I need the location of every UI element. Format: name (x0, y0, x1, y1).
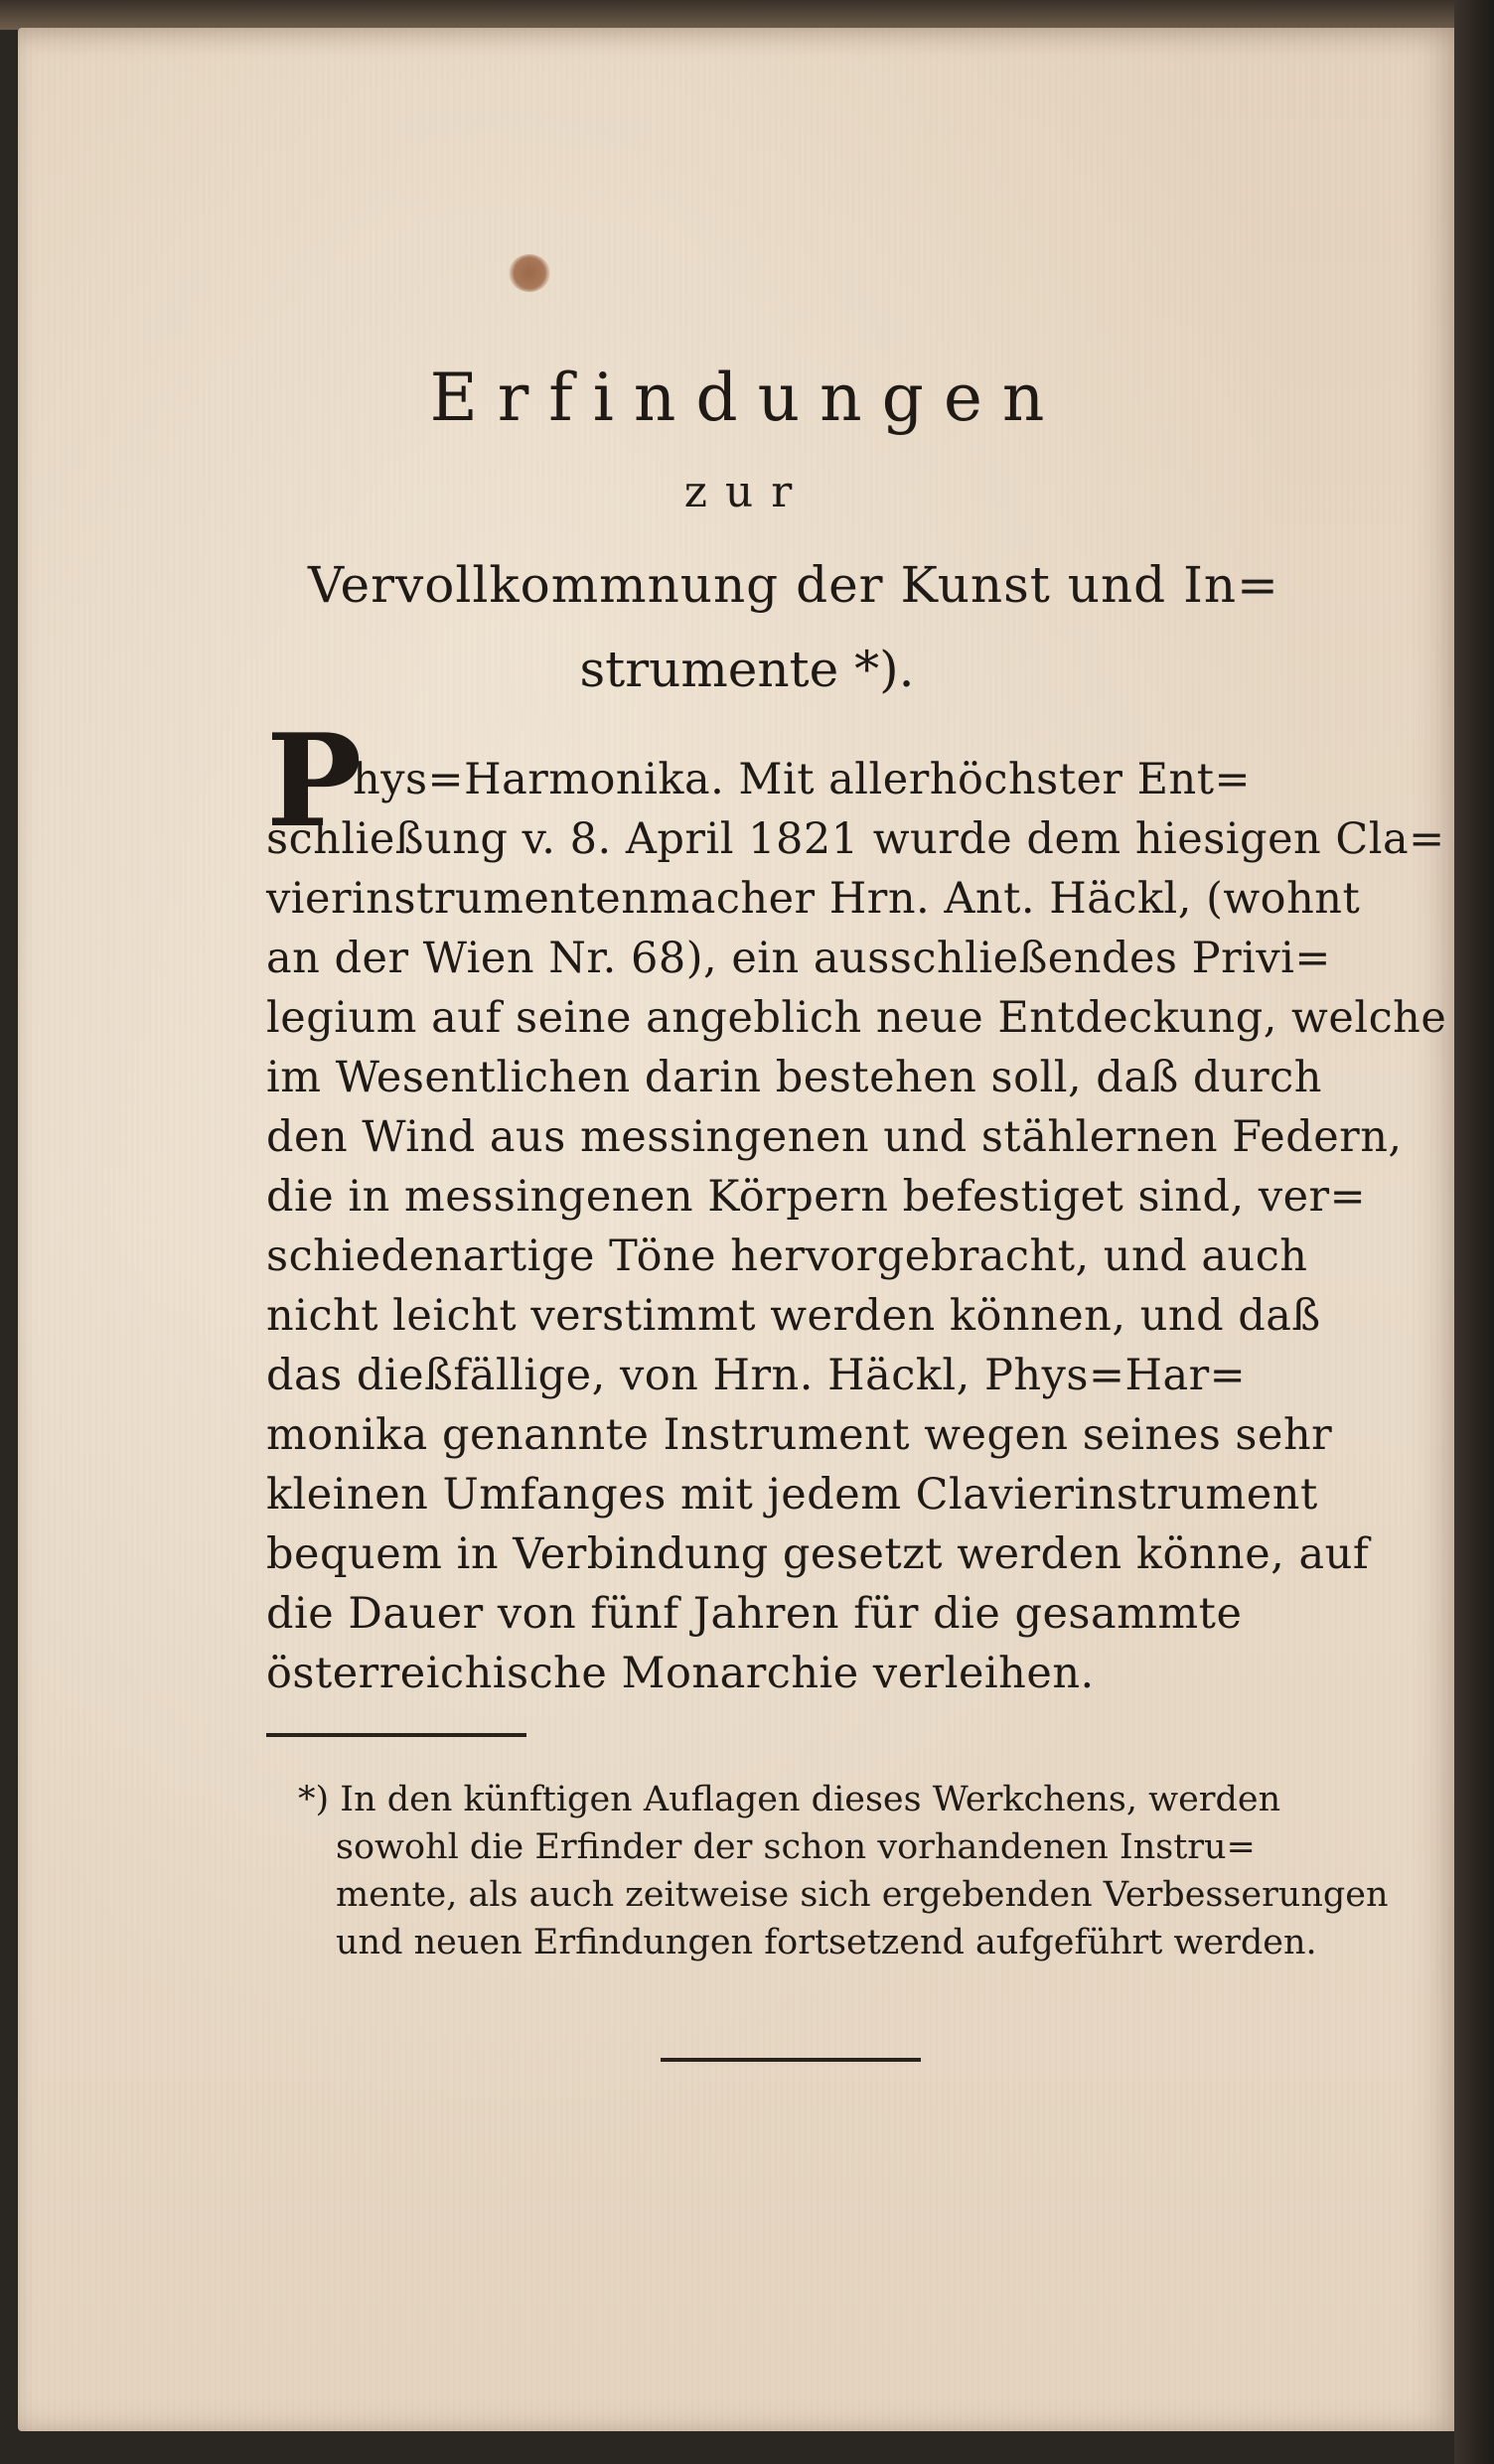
body-line: bequem in Verbindung gesetzt werden könne, auf (266, 1529, 1370, 1579)
footnote-line: und neuen Erfindungen fortsetzend aufgeführt werden. (336, 1923, 1317, 1962)
subtitle-zur: zur (683, 467, 811, 517)
footnote-divider (266, 1733, 526, 1737)
subtitle-line-2: strumente *). (579, 641, 915, 698)
body-line: hys=Harmonika. Mit allerhöchster Ent= (353, 755, 1252, 804)
body-line: monika genannte Instrument wegen seines sehr (266, 1410, 1333, 1460)
body-line: vierinstrumentenmacher Hrn. Ant. Häckl, (wohnt (266, 874, 1361, 924)
page-title: Erfindungen (429, 360, 1065, 436)
footnote-line: *) In den künftigen Auflagen dieses Werkchens, werden (298, 1780, 1281, 1819)
end-rule (661, 2058, 921, 2062)
body-line: im Wesentlichen darin bestehen soll, daß durch (266, 1053, 1322, 1102)
body-line: die in messingenen Körpern befestiget sind, ver= (266, 1172, 1367, 1222)
body-line: kleinen Umfanges mit jedem Clavierinstrument (266, 1470, 1318, 1520)
body-line: nicht leicht verstimmt werden können, und daß (266, 1291, 1321, 1341)
body-line: schließung v. 8. April 1821 wurde dem hiesigen Cla= (266, 814, 1445, 864)
footnote-line: mente, als auch zeitweise sich ergebenden Verbesserungen (336, 1875, 1389, 1915)
body-line: die Dauer von fünf Jahren für die gesammte (266, 1589, 1243, 1639)
body-line: an der Wien Nr. 68), ein ausschließendes Privi= (266, 934, 1331, 983)
drop-cap: P (266, 707, 363, 856)
body-line: den Wind aus messingenen und stählernen Federn, (266, 1112, 1403, 1162)
body-line: österreichische Monarchie verleihen. (266, 1649, 1095, 1698)
book-top-edge (0, 0, 1494, 30)
body-line: das dießfällige, von Hrn. Häckl, Phys=Har= (266, 1351, 1247, 1400)
body-line: legium auf seine angeblich neue Entdeckung, welche (266, 993, 1447, 1043)
ink-stain (509, 254, 550, 292)
body-line: schiedenartige Töne hervorgebracht, und auch (266, 1232, 1308, 1281)
footnote-line: sowohl die Erfinder der schon vorhandenen Instru= (336, 1827, 1256, 1867)
subtitle-line-1: Vervollkommnung der Kunst und In= (308, 556, 1279, 614)
